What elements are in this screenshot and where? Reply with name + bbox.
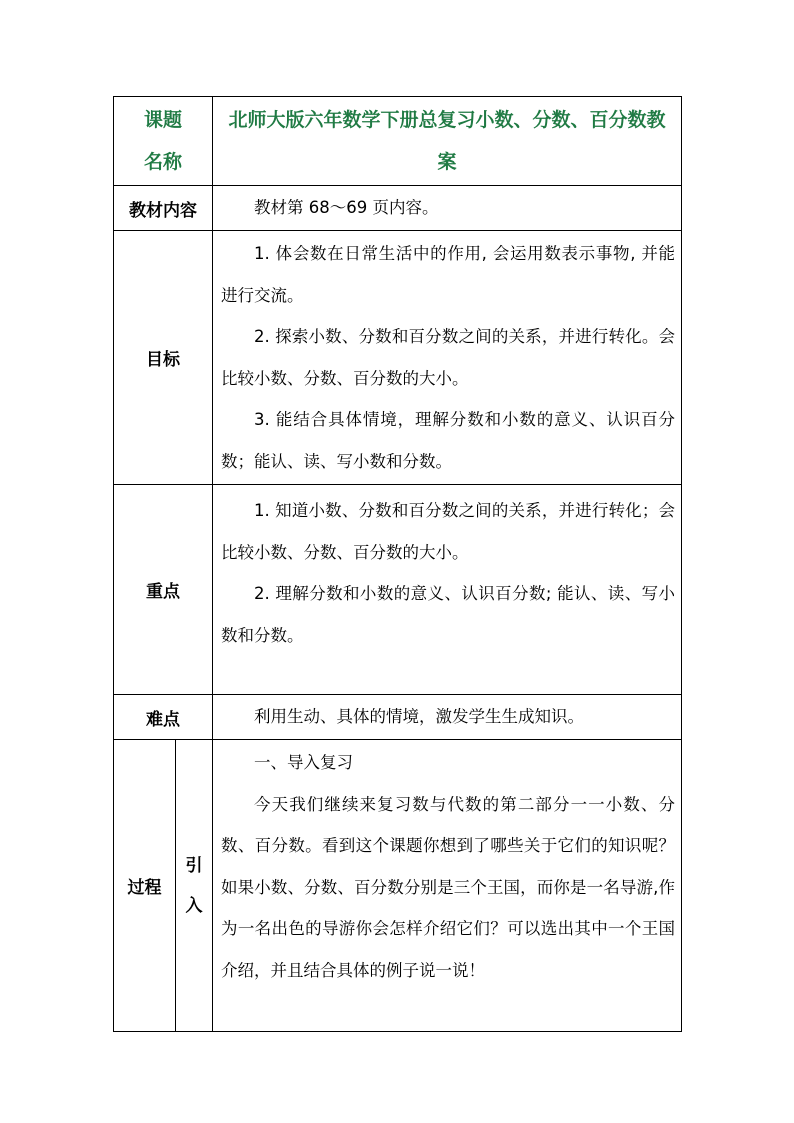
process-cell (213, 740, 682, 1032)
goals-label: 目标 (114, 231, 213, 485)
goal-item: 2. 探索小数、分数和百分数之间的关系，并进行转化。会比较小数、分数、百分数的大小。 (221, 327, 676, 388)
lesson-plan-table (113, 96, 682, 1032)
goal-item: 1. 体会数在日常生活中的作用, 会运用数表示事物, 并能进行交流。 (221, 244, 676, 305)
difficulty-label: 难点 (114, 695, 213, 740)
lesson-title: 北师大版六年数学下册总复习小数、分数、百分数教案 (213, 97, 682, 186)
difficulty-row (114, 695, 682, 740)
process-paragraph: 今天我们继续来复习数与代数的第二部分一一小数、分数、百分数。看到这个课题你想到了哪些关于它们的知识呢？如果小数、分数、百分数分别是三个王国，而你是一名导游,作为一名出色的导游你会怎样介绍它们？可以选出其中一个王国介绍，并且结合具体的例子说一说！ (221, 794, 676, 980)
intro-label-char-2: 入 (185, 895, 203, 916)
intro-label-char-1: 引 (185, 855, 203, 876)
goals-row (114, 231, 682, 485)
title-label-line-2: 名称 (144, 151, 183, 173)
title-label-cell (114, 97, 213, 186)
goal-item: 3. 能结合具体情境，理解分数和小数的意义、认识百分数；能认、读、写小数和分数。 (221, 410, 676, 471)
material-label: 教材内容 (114, 186, 213, 231)
difficulty-text: 利用生动、具体的情境，激发学生生成知识。 (254, 707, 585, 726)
process-label: 过程 (114, 740, 176, 1032)
process-heading: 一、导入复习 (254, 753, 354, 772)
keypoints-row (114, 485, 682, 695)
goals-cell (213, 231, 682, 485)
material-row (114, 186, 682, 231)
difficulty-cell (213, 695, 682, 740)
keypoints-cell (213, 485, 682, 695)
keypoint-item: 1. 知道小数、分数和百分数之间的关系，并进行转化；会比较小数、分数、百分数的大小。 (221, 501, 676, 562)
material-cell (213, 186, 682, 231)
keypoints-label: 重点 (114, 485, 213, 695)
keypoint-item: 2. 理解分数和小数的意义、认识百分数; 能认、读、写小数和分数。 (221, 584, 676, 645)
process-row (114, 740, 682, 1032)
title-row (114, 97, 682, 186)
material-text: 教材第 68～69 页内容。 (254, 198, 439, 217)
intro-label-cell (176, 740, 213, 1032)
title-label-line-1: 课题 (144, 109, 183, 131)
